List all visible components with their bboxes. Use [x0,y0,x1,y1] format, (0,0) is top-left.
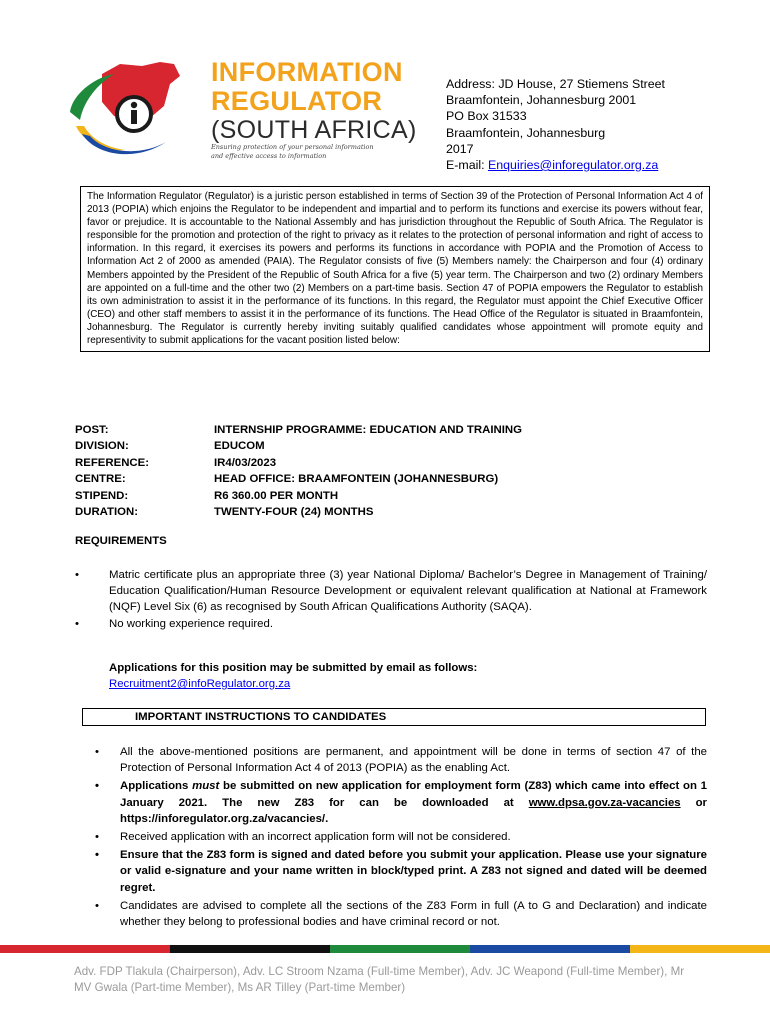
post-row [75,422,522,438]
dpsa-vacancies-link[interactable]: www.dpsa.gov.za-vacancies [528,796,681,809]
address-block [446,76,665,173]
duration-key: DURATION: [75,506,139,519]
requirements-list [75,567,707,632]
bullet-icon: • [95,849,99,862]
bullet-icon: • [95,831,99,844]
enquiries-email-link[interactable]: Enquiries@inforegulator.org.za [488,158,659,173]
instruction-item [95,778,707,827]
bullet-icon: • [95,746,99,758]
post-key: POST: [75,424,109,436]
stipend-value: R6 360.00 PER MONTH [214,489,339,502]
bullet-icon: • [95,899,99,912]
email-line [446,157,665,173]
requirement-text: Matric certificate plus an appropriate three (3) year National Diploma/ Bachelor’s Degree in Management of Training/ Education Qualification/Human Resource Development or equivalent relevant qualification at National at Framework (NQF) Level Six (6) as recognised by South African Qualifications Authority (SAQA). [109,569,707,614]
instruction-text: or https://inforegulator.org.za/vacancies/. [120,796,707,825]
logo-wordmark [211,58,417,145]
centre-key: CENTRE: [75,473,126,486]
instruction-text: be submitted on new application for employment form (Z83) which came into effect on 1 January 2021. The new Z83 for can be downloaded at [120,780,707,809]
duration-value: TWENTY-FOUR (24) MONTHS [214,506,374,519]
logo-title-information: INFORMATION [211,57,403,87]
address-line: PO Box 31533 [446,109,527,124]
address-line: Address: JD House, 27 Stiemens Street [446,77,666,91]
centre-value: HEAD OFFICE: BRAAMFONTEIN (JOHANNESBURG) [214,473,499,486]
reference-value: IR4/03/2023 [214,456,277,469]
flag-bar-yellow [630,945,770,953]
instruction-text: All the above-mentioned positions are permanent, and appointment will be done in terms of section 47 of the Protection of Personal Information Act 4 of 2013 (POPIA) as the enabling Act. [120,746,707,775]
instruction-item [95,847,707,896]
reference-row [75,455,522,471]
address-line: Braamfontein, Johannesburg 2001 [446,93,637,108]
requirement-item [75,616,707,632]
centre-row [75,471,522,487]
address-line: Braamfontein, Johannesburg [446,125,606,140]
email-label: E-mail: [446,158,488,173]
flag-color-bar [0,945,770,953]
instruction-emphasis: must [192,780,220,793]
instruction-item [95,744,707,776]
instruction-text: Candidates are advised to complete all the sections of the Z83 Form in full (A to G and Declaration) and indicate whether they belong to professional bodies and have criminal record or not. [120,899,707,929]
instructions-heading: IMPORTANT INSTRUCTIONS TO CANDIDATES [82,708,706,726]
division-key: DIVISION: [75,440,129,453]
logo-title-regulator: REGULATOR [211,86,383,116]
flag-bar-blue [470,945,630,953]
instruction-item [95,898,707,930]
flag-bar-red [0,945,170,953]
instructions-list [95,744,707,932]
post-details [75,422,522,520]
instruction-text: Applications [120,780,193,793]
application-info [109,660,477,692]
footer-members: Adv. FDP Tlakula (Chairperson), Adv. LC Stroom Nzama (Full-time Member), Adv. JC Weapond (Full-time Member), Mr MV Gwala (Part-time Member), Ms AR Tilley (Part-time Member) [74,965,685,994]
stipend-row [75,488,522,504]
division-value: EDUCOM [214,440,265,453]
instruction-text: Ensure that the Z83 form is signed and dated before you submit your application. Please use your signature or valid e-signature and your name written in block/typed print. A Z83 not signed and dated will be deemed regret. [120,849,707,894]
logo-tagline-line-2: and effective access to information [211,152,327,160]
bullet-icon: • [95,780,99,793]
intro-paragraph: The Information Regulator (Regulator) is a juristic person established in terms of Section 39 of the Protection of Personal Information Act 4 of 2013 (POPIA) which enjoins the Regulator to be independent and impartial and to perform its functions and exercise its powers without fear, favor or prejudice. It is accountable to the National Assembly and has jurisdiction throughout the Republic of South Africa. The Regulator is responsible for the promotion and protection of the right to privacy as it relates to the protection of personal information and right of access to information. In this regard, it exercises its powers and performs its functions in accordance with POPIA and the Promotion of Access to Information Act 2 of 2000 as amended (PAIA). The Regulator consists of five (5) Members namely: the Chairperson and four (4) ordinary Members appointed by the President of the Republic of South Africa for a five (5) year term. The Chairperson and two (2) ordinary Members are appointed on a full-time and the other two (2) Members on a part-time basis. Section 47 of POPIA empowers the Regulator to establish its own administration to assist it in the performance of its functions. In this regard, the Regulator must appoint the Chief Executive Officer (CEO) and other staff members to assist it in the performance of its functions. The Head Office of the Regulator is situated in Braamfontein, Johannesburg. The Regulator is currently hereby inviting suitably qualified candidates whose appointment will promote equity and representivity to submit applications for the vacant position listed below: [80,187,710,352]
flag-bar-black [170,945,330,953]
bullet-icon: • [75,569,79,581]
division-row [75,438,522,454]
address-line: 2017 [446,141,474,156]
recruitment-email-link[interactable]: Recruitment2@infoRegulator.org.za [109,678,291,691]
requirement-text: No working experience required. [109,617,273,630]
duration-row [75,504,522,520]
stipend-key: STIPEND: [75,489,129,502]
logo-tagline-line-1: Ensuring protection of your personal information [211,143,374,151]
post-value: INTERNSHIP PROGRAMME: EDUCATION AND TRAINING [214,424,522,436]
logo-tagline [211,143,374,161]
reference-key: REFERENCE: [75,456,150,469]
instruction-item [95,829,707,845]
instruction-text: Received application with an incorrect application form will not be considered. [120,831,511,844]
requirement-item [75,567,707,616]
bullet-icon: • [75,617,79,630]
requirements-heading: REQUIREMENTS [75,535,167,547]
application-text: Applications for this position may be submitted by email as follows: [109,662,478,674]
logo-title-country: (SOUTH AFRICA) [211,116,417,144]
flag-bar-green [330,945,470,953]
